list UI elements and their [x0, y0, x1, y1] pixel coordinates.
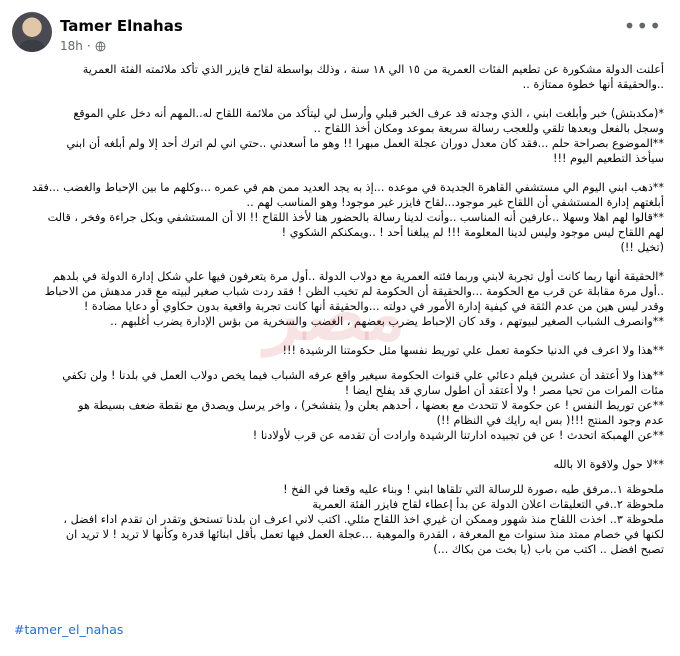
post-text-line: وسجل بالفعل وبعدها تلقي وللعجب رسالة سريعة بموعد ومكان أخذ اللقاح ..: [313, 122, 664, 135]
hashtag-link[interactable]: #tamer_el_nahas: [14, 622, 124, 637]
post-paragraph: [8, 368, 672, 443]
post-text-line: **عن الهمبكة اتحدث ! عن فن تجبيده ادارتنا الرشيدة وارادت أن تقدمه عن قرب لأولادنا !: [252, 429, 664, 442]
post-text-line: أبلغتهم إدارة المستشفي أن اللقاح غير موجود...لقاح فايزر غير موجود! وهو المناسب لهم ..: [246, 196, 664, 209]
post-text-line: *الحقيقة أنها ربما كانت أول تجربة لابني وربما فئته العمرية مع دولاب الدولة ..أول مرة يتعرفون فيها علي شكل إدارة الدولة في بلدهم: [52, 270, 664, 283]
post-paragraph: [8, 106, 672, 166]
post-text-line: لكنها في خصام ممتد منذ سنوات مع المعرفة ، القدرة والموهبة ...عجلة العمل فيها تعمل بأقل ابنائها قدرة وكأنها لا تريد ! لا تريد ان: [65, 528, 664, 541]
post-text-line: **قالوا لهم اهلا وسهلا ..عارفين أنه المناسب ..وأنت لدينا رسالة بالحضور هنا لأخذ اللقاح !! الا أن المستشفي وبكل جراءة وفخر ، قالت: [47, 211, 664, 224]
watermark: مصر: [264, 275, 406, 355]
post-text-line: ملحوظة ٣.. اخذت اللقاح منذ شهور وممكن ان غيري اخذ اللقاح مثلي. اكتب لاني اعرف ان بلدنا تستحق وتقدر ان تقدم اداء افضل ،: [63, 513, 664, 526]
post-text-line: ..أول مرة مقابلة عن قرب مع الحكومة ...والحقيقة أن الحكومة لم تخيب الظن ! فقد ردت شباب صغير لبيته مع قدر مدهش من الاحباط: [44, 285, 664, 298]
avatar[interactable]: [12, 12, 52, 52]
post-text-line: سيأخذ التطعيم اليوم !!!: [553, 152, 664, 165]
post-text-line: ملحوظة ٢..في التعليقات اعلان الدولة عن بدأ إعطاء لقاح فايزر الفئة العمرية: [312, 498, 664, 511]
post-time[interactable]: 18h: [60, 39, 83, 53]
post-paragraph: [8, 343, 672, 358]
author-name[interactable]: Tamer Elnahas: [60, 17, 183, 35]
post-text-line: عدم وجود المنتج !!!( بس ايه رايك في النظام !!): [436, 414, 664, 427]
post-paragraph: [8, 457, 672, 472]
post-paragraph: [8, 62, 672, 92]
post-text-line: (تخيل !!): [620, 241, 664, 254]
post-text-line: أعلنت الدولة مشكورة عن تطعيم الفئات العمرية من ١٥ الي ١٨ سنة ، وذلك بواسطة لقاح فايزر الذي تأكد ملائمته الفئة العمرية: [82, 63, 664, 76]
post-text-line: *(مكدبتش) خبر وأبلغت ابني ، الذي وجدته قد عرف الخبر قبلي وأرسل لي ليتأكد من ملائمة اللقاح له..المهم أنه دخل علي الموقع: [73, 107, 664, 120]
post-paragraph: [8, 482, 672, 557]
post-text-line: **وانصرف الشباب الصغير لبيوتهم ، وقد كان الإحباط يضرب بعضهم ، الغضب والسخرية من بؤس الإدارة يضرب أغلبهم ..: [110, 315, 664, 328]
post-body: [8, 62, 672, 622]
post-text-line: **هذا ولا اعرف في الدنيا حكومة تعمل علي توريط نفسها مثل حكومتنا الرشيدة !!!: [282, 344, 664, 357]
post-header: [0, 0, 680, 58]
post-text-line: مئات المرات من تحيا مصر ! ولا أعتقد أن اطول ساري قد يفلح ايضا !: [344, 384, 664, 397]
post-text-line: **الموضوع بصراحة حلم ...فقد كان معدل دوران عجلة العمل مبهرا !! وهو ما أسعدني ..حتي اني لم اترك أحد إلا ولم أبلغه أن ابني: [66, 137, 664, 150]
more-horizontal-icon[interactable]: •••: [623, 14, 662, 38]
post-paragraph: [8, 180, 672, 255]
post-text-line: **هذا ولا أعتقد أن عشرين فيلم دعائي علي قنوات الحكومة سيغير واقع عرفه الشباب فيما يخص دولاب العمل في بلدنا ! ولن تكفي: [62, 369, 664, 382]
post-meta: 18h ·: [60, 39, 106, 53]
avatar-figure: [18, 40, 46, 52]
post-text-line: **ذهب ابني اليوم الي مستشفي القاهرة الجديدة في موعده ...إذ به يجد العديد ممن هم في عمره ...وكلهم ما بين الإحباط والغضب ...فقد: [31, 181, 664, 194]
post-text-line: **عن توريط النفس ! عن حكومة لا تتحدث مع بعضها ، أحدهم يعلن و( يتفشخر) ، واخر يرسل ويصدق مع نقطة ضعف بسيطة هو: [78, 399, 664, 412]
post-text-line: تصبح افضل .. اكتب من باب (يا بخت من بكاك ...): [433, 543, 664, 556]
post-text-line: ملحوظة ١..مرفق طيه ،صورة للرسالة التي تلقاها ابني ! وبناء عليه وقعنا في الفخ !: [283, 483, 664, 496]
post-paragraph: [8, 269, 672, 329]
post-text-line: **لا حول ولاقوة الا بالله: [553, 458, 664, 471]
post-text-line: ..والحقيقة أنها خطوة ممتازة ..: [522, 78, 664, 91]
post-text-line: وقدر ليس هين من عدم الثقة في كيفية إدارة الأمور في دولته ...والحقيقة أنها كانت تجربة واقعية بدون حكاوي أو دعايا مضادة !: [83, 300, 664, 313]
globe-icon[interactable]: [95, 41, 106, 52]
post-text-line: لهم اللقاح ليس موجود وليس لدينا المعلومة !!! لم يبلغنا أحد ! ..ويمكنكم الشكوي !: [281, 226, 664, 239]
